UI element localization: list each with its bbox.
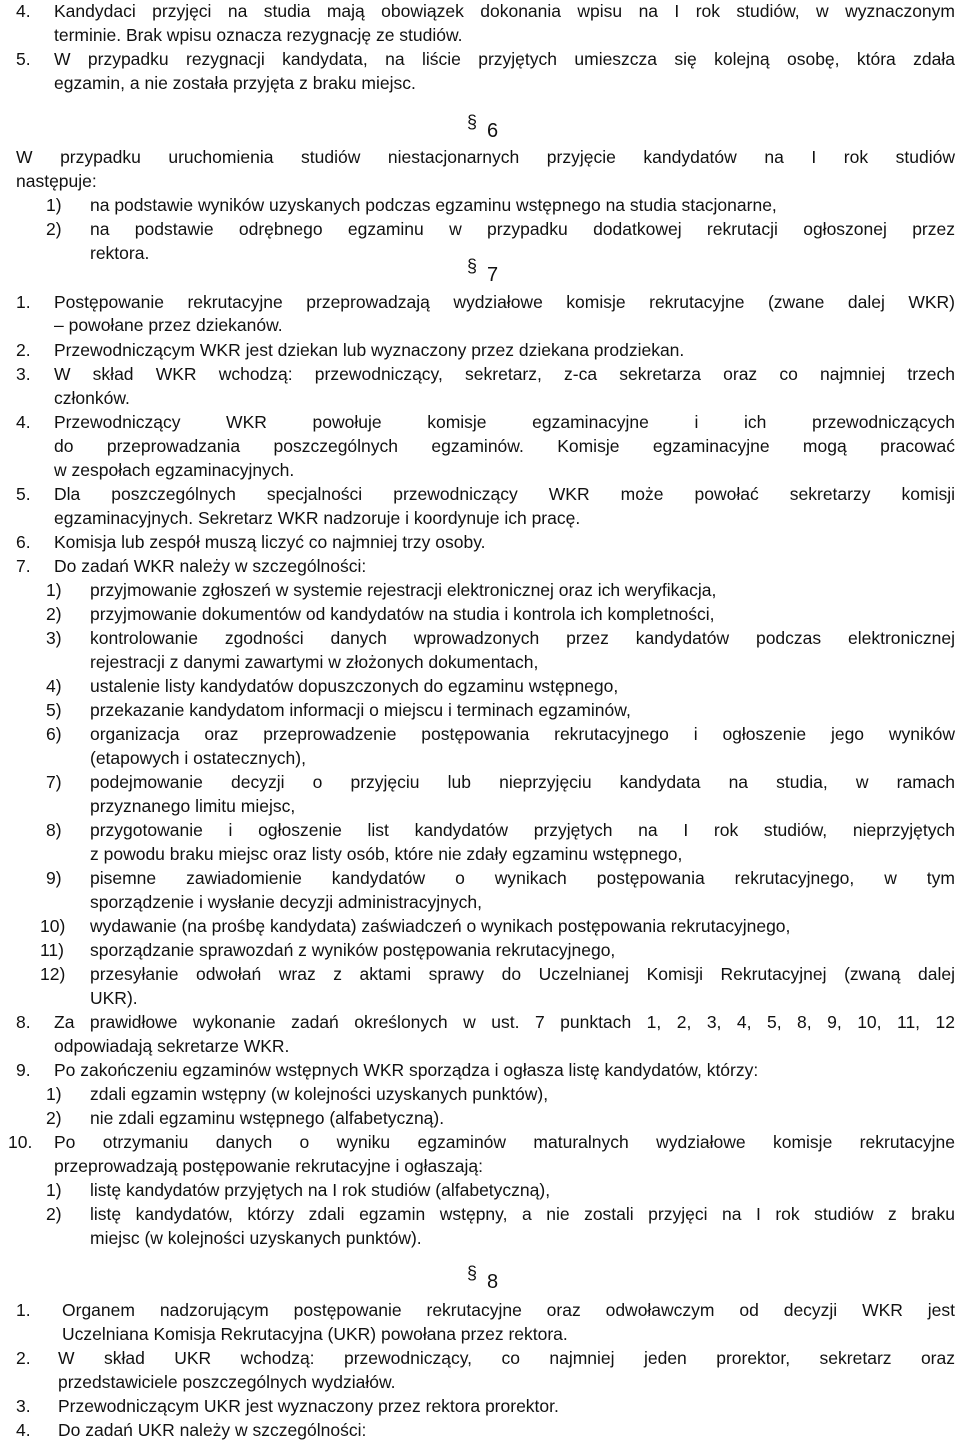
item-text-line: Przewodniczącym UKR jest wyznaczony przez rektora prorektor. — [58, 1396, 559, 1416]
item-text-line: listę kandydatów przyjętych na I rok studiów (alfabetyczną), — [90, 1180, 551, 1200]
item-text-line: w zespołach egzaminacyjnych. — [54, 460, 295, 480]
item-number: 1) — [46, 195, 62, 215]
section-number: 7 — [487, 264, 499, 286]
item-number: 10. — [8, 1132, 33, 1152]
item-text-line: do przeprowadzania poszczególnych egzaminów. Komisje egzaminacyjne mogą pracować — [54, 436, 955, 456]
item-text-line: – powołane przez dziekanów. — [54, 315, 283, 335]
item-number: 9) — [46, 868, 62, 888]
item-number: 1) — [46, 1084, 62, 1104]
item-text-line: sporządzenie i wysłanie decyzji administracyjnych, — [90, 892, 482, 912]
item-text-line: Uczelniana Komisja Rekrutacyjna (UKR) powołana przez rektora. — [62, 1324, 568, 1344]
item-text-line: Po otrzymaniu danych o wyniku egzaminów maturalnych wydziałowe komisje rekrutacyjne — [54, 1132, 955, 1152]
item-text-line: przyjmowanie zgłoszeń w systemie rejestracji elektronicznej oraz ich weryfikacja, — [90, 580, 717, 600]
item-text-line: (etapowych i ostatecznych), — [90, 748, 306, 768]
item-text-line: pisemne zawiadomienie kandydatów o wynikach postępowania rekrutacyjnego, w tym — [90, 868, 955, 888]
item-text-line: Po zakończeniu egzaminów wstępnych WKR sporządza i ogłasza listę kandydatów, którzy: — [54, 1060, 759, 1080]
section-number: 6 — [487, 120, 499, 142]
item-number: 1) — [46, 580, 62, 600]
item-text-line: wydawanie (na prośbę kandydata) zaświadczeń o wynikach postępowania rekrutacyjnego, — [90, 916, 791, 936]
item-number: 9. — [16, 1060, 31, 1080]
section-heading — [467, 256, 499, 288]
item-number: 1. — [16, 292, 31, 312]
item-text-line: listę kandydatów, którzy zdali egzamin wstępny, a nie zostali przyjęci na I rok studiów z braku — [90, 1204, 955, 1224]
item-text-line: terminie. Brak wpisu oznacza rezygnację ze studiów. — [54, 25, 463, 45]
item-number: 2. — [16, 340, 31, 360]
item-text-line: podejmowanie decyzji o przyjęciu lub nieprzyjęciu kandydata na studia, w ramach — [90, 772, 955, 792]
item-text-line: na podstawie odrębnego egzaminu w przypadku dodatkowej rekrutacji ogłoszonej przez — [90, 219, 955, 239]
item-number: 5. — [16, 49, 31, 69]
item-number: 4. — [16, 1420, 31, 1440]
item-text-line: przekazanie kandydatom informacji o miejscu i terminach egzaminów, — [90, 700, 631, 720]
item-number: 7) — [46, 772, 62, 792]
item-number: 5) — [46, 700, 62, 720]
section-heading — [467, 1263, 499, 1295]
item-number: 10) — [40, 916, 66, 936]
item-number: 11) — [40, 940, 64, 960]
item-text-line: przyjmowanie dokumentów od kandydatów na studia i kontrola ich kompletności, — [90, 604, 715, 624]
item-text-line: egzaminacyjnych. Sekretarz WKR nadzoruje i koordynuje ich pracę. — [54, 508, 581, 528]
item-text-line: W skład UKR wchodzą: przewodniczący, co najmniej jeden prorektor, sekretarz oraz — [58, 1348, 955, 1368]
item-text-line: Do zadań WKR należy w szczególności: — [54, 556, 367, 576]
item-number: 4) — [46, 676, 62, 696]
item-number: 1) — [46, 1180, 62, 1200]
item-text-line: organizacja oraz przeprowadzenie postępowania rekrutacyjnego i ogłoszenie jego wyników — [90, 724, 955, 744]
item-text-line: W przypadku rezygnacji kandydata, na liście przyjętych umieszcza się kolejną osobę, która zdała — [54, 49, 955, 69]
item-number: 2) — [46, 604, 62, 624]
item-number: 6) — [46, 724, 62, 744]
item-number: 4. — [16, 1, 31, 21]
item-text-line: nie zdali egzaminu wstępnego (alfabetyczną). — [90, 1108, 445, 1128]
item-text-line: przedstawiciele poszczególnych wydziałów. — [58, 1372, 396, 1392]
item-text-line: zdali egzamin wstępny (w kolejności uzyskanych punktów), — [90, 1084, 549, 1104]
item-text-line: ustalenie listy kandydatów dopuszczonych do egzaminu wstępnego, — [90, 676, 619, 696]
item-number: 2) — [46, 1108, 62, 1128]
item-text-line: Komisja lub zespół muszą liczyć co najmniej trzy osoby. — [54, 532, 486, 552]
item-text-line: sporządzanie sprawozdań z wyników postępowania rekrutacyjnego, — [90, 940, 616, 960]
item-number: 8) — [46, 820, 62, 840]
item-text-line: kontrolowanie zgodności danych wprowadzonych przez kandydatów podczas elektronicznej — [90, 628, 955, 648]
paragraph-symbol: § — [467, 112, 478, 132]
item-text-line: Kandydaci przyjęci na studia mają obowiązek dokonania wpisu na I rok studiów, w wyznaczonym — [54, 1, 955, 21]
item-text-line: miejsc (w kolejności uzyskanych punktów). — [90, 1228, 422, 1248]
item-text-line: W skład WKR wchodzą: przewodniczący, sekretarz, z-ca sekretarza oraz co najmniej trzech — [54, 364, 955, 384]
intro-text-line: W przypadku uruchomienia studiów niestacjonarnych przyjęcie kandydatów na I rok studiów — [16, 147, 955, 167]
item-number: 2. — [16, 1348, 31, 1368]
item-text-line: egzamin, a nie została przyjęta z braku miejsc. — [54, 73, 416, 93]
item-text-line: z powodu braku miejsc oraz listy osób, które nie zdały egzaminu wstępnego, — [90, 844, 683, 864]
item-number: 12) — [40, 964, 66, 984]
item-number: 4. — [16, 412, 31, 432]
item-number: 3. — [16, 364, 31, 384]
item-number: 2) — [46, 219, 62, 239]
paragraph-symbol: § — [467, 1263, 478, 1283]
item-text-line: na podstawie wyników uzyskanych podczas egzaminu wstępnego na studia stacjonarne, — [90, 195, 777, 215]
item-number: 7. — [16, 556, 31, 576]
section-number: 8 — [487, 1271, 499, 1293]
item-text-line: członków. — [54, 388, 130, 408]
item-number: 6. — [16, 532, 31, 552]
item-number: 1. — [16, 1300, 31, 1320]
item-number: 3) — [46, 628, 62, 648]
item-text-line: rejestracji z danymi zawartymi w złożonych dokumentach, — [90, 652, 539, 672]
item-text-line: odpowiadają sekretarze WKR. — [54, 1036, 290, 1056]
section-heading — [467, 112, 499, 144]
item-number: 8. — [16, 1012, 31, 1032]
item-text-line: Dla poszczególnych specjalności przewodniczący WKR może powołać sekretarzy komisji — [54, 484, 955, 504]
paragraph-symbol: § — [467, 256, 478, 276]
item-text-line: przyznanego limitu miejsc, — [90, 796, 296, 816]
item-text-line: Przewodniczący WKR powołuje komisje egzaminacyjne i ich przewodniczących — [54, 412, 955, 432]
item-text-line: Postępowanie rekrutacyjne przeprowadzają wydziałowe komisje rekrutacyjne (zwane dalej WKR) — [54, 292, 955, 312]
item-number: 2) — [46, 1204, 62, 1224]
item-text-line: przygotowanie i ogłoszenie list kandydatów przyjętych na I rok studiów, nieprzyjętych — [90, 820, 955, 840]
item-text-line: przeprowadzają postępowanie rekrutacyjne i ogłaszają: — [54, 1156, 483, 1176]
item-text-line: Przewodniczącym WKR jest dziekan lub wyznaczony przez dziekana prodziekan. — [54, 340, 685, 360]
item-text-line: Za prawidłowe wykonanie zadań określonych w ust. 7 punktach 1, 2, 3, 4, 5, 8, 9, 10, 11, 12 — [54, 1012, 955, 1032]
intro-text-line: następuje: — [16, 171, 97, 191]
item-text-line: UKR). — [90, 988, 138, 1008]
item-text-line: rektora. — [90, 243, 150, 263]
item-text-line: przesyłanie odwołań wraz z aktami sprawy do Uczelnianej Komisji Rekrutacyjnej (zwaną dalej — [90, 964, 955, 984]
item-number: 3. — [16, 1396, 31, 1416]
item-text-line: Organem nadzorującym postępowanie rekrutacyjne oraz odwoławczym od decyzji WKR jest — [62, 1300, 955, 1320]
item-text-line: Do zadań UKR należy w szczególności: — [58, 1420, 367, 1440]
item-number: 5. — [16, 484, 31, 504]
